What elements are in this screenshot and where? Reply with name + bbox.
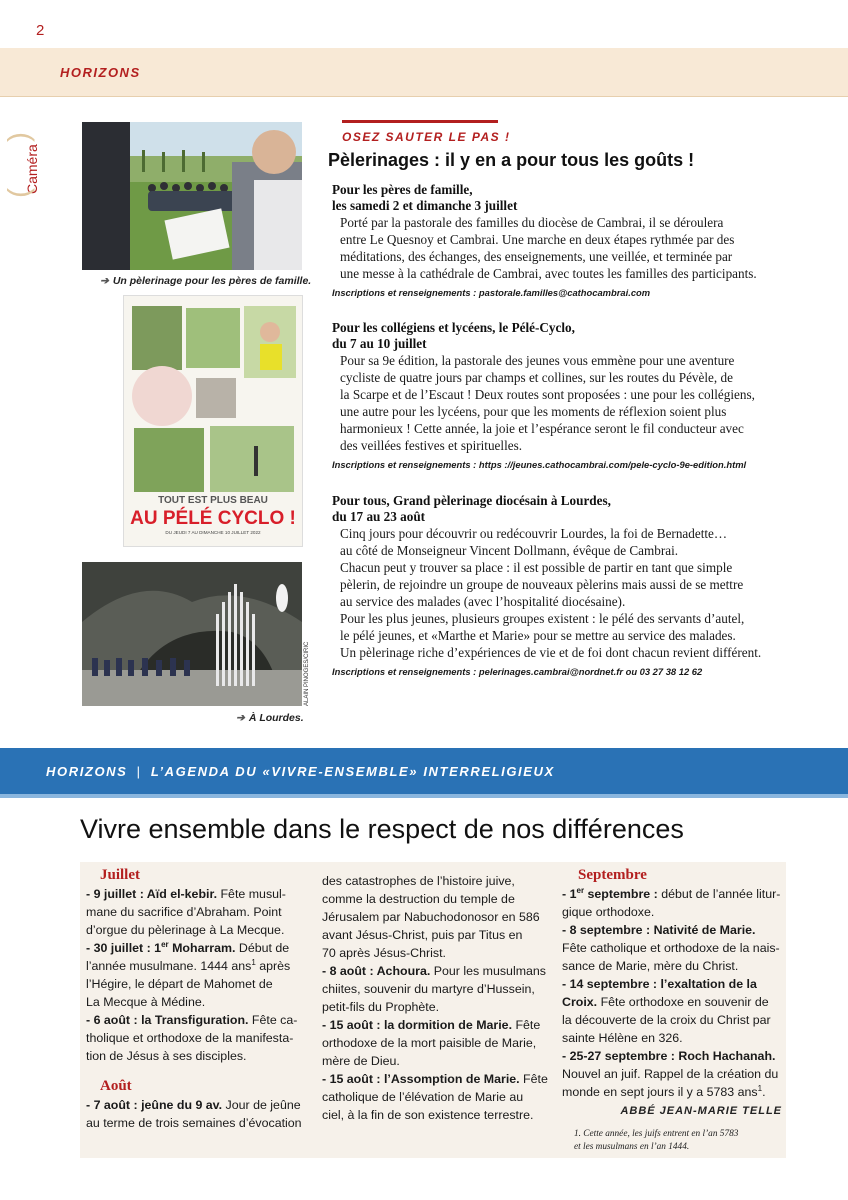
agenda-line: monde en sept jours il y a 5783 ans$^1$. [562, 1083, 766, 1099]
agenda-line: 70 après Jésus-Christ. [322, 946, 446, 960]
footnote [562, 1128, 786, 1153]
agenda-line: des catastrophes de l’histoire juive, [322, 874, 515, 888]
section-title-line: Pour tous, Grand pèlerinage diocésain à Lourdes, [332, 493, 611, 508]
photo-lourdes-caption-text: À Lourdes. [248, 712, 304, 724]
section-info: Inscriptions et renseignements : pastorale.familles@cathocambrai.com [332, 287, 651, 298]
section-header-band [0, 48, 848, 97]
agenda-line: mère de Dieu. [322, 1054, 400, 1068]
agenda-line: tion de Jésus à ses disciples. [86, 1049, 247, 1063]
agenda-column-3 [562, 866, 786, 1153]
photo-fathers-pilgrimage-image [82, 122, 302, 270]
agenda-line: Fête catholique et orthodoxe de la nais- [562, 941, 780, 955]
section-info: Inscriptions et renseignements : pelerinages.cambrai@nordnet.fr ou 03 27 38 12 62 [332, 666, 703, 677]
section-title [332, 182, 802, 214]
body-line: le pélé jeunes, et «Marthe et Marie» pour se mettre au service des malades. [340, 628, 736, 643]
section-body [332, 214, 802, 282]
agenda-line: sainte Hélène en 326. [562, 1031, 683, 1045]
photo-fathers-caption [100, 275, 311, 287]
agenda-line: - 15 août : la dormition de Marie. Fête [322, 1018, 541, 1032]
photo-lourdes [82, 562, 302, 706]
agenda-line: - 14 septembre : l’exaltation de la [562, 977, 757, 991]
body-line: méditations, des échanges, des enseignements, une veillée, et terminée par [340, 249, 733, 264]
month-heading-aout: Août [100, 1078, 132, 1094]
agenda-line: tholique et orthodoxe de la manifesta- [86, 1031, 294, 1045]
footnote-line: et les musulmans en l’an 1444. [574, 1141, 690, 1152]
article-kicker: OSEZ SAUTER LE PAS ! [342, 130, 511, 144]
article-section-fathers [332, 182, 802, 298]
side-tab-label: Caméra [24, 144, 40, 194]
section-header-label: HORIZONS [60, 65, 141, 80]
body-line: au service des malades (avec l’hospitalité diocésaine). [340, 594, 626, 609]
agenda-line: - 8 août : Achoura. Pour les musulmans [322, 964, 547, 978]
footnote-line: 1. Cette année, les juifs entrent en l’an 5783 [574, 1129, 739, 1139]
agenda-line: mane du sacrifice d’Abraham. Point [86, 905, 282, 919]
photo-lourdes-image [82, 562, 302, 706]
agenda-line: - 15 août : l’Assomption de Marie. Fête [322, 1072, 548, 1086]
kicker-rule [342, 120, 498, 123]
agenda-header-section: HORIZONS [46, 764, 128, 779]
agenda-line: Jérusalem par Nabuchodonosor en 586 [322, 910, 540, 924]
body-line: harmonieux ! Cette année, la joie et l’espérance seront le fil conducteur avec [340, 421, 744, 436]
agenda-entries-juillet [86, 885, 310, 1065]
article-section-lourdes [332, 493, 802, 677]
agenda-line: l’année musulmane. 1444 ans$^1$ après [86, 957, 291, 973]
body-line: des veillées festives et spirituelles. [340, 438, 523, 453]
body-line: pèlerin, de rejoindre un groupe de nouveaux pèlerins mais aussi de se mettre [340, 577, 744, 592]
bracket-bottom-icon: ) [6, 188, 39, 198]
body-line: Chacun peut y trouver sa place : il est possible de partir en tant que simple [340, 560, 733, 575]
body-line: la Scarpe et de l’Escaut ! Deux routes sont proposées : une pour les collégiens, [340, 387, 755, 402]
body-line: Un pèlerinage riche d’expériences de vie et de foi dont chacun revient différent. [340, 645, 762, 660]
body-line: cycliste de quatre jours par champs et collines, sur les routes du Pévèle, de [340, 370, 733, 385]
agenda-line: gique orthodoxe. [562, 905, 655, 919]
bracket-top-icon: ( [6, 132, 39, 142]
body-line: au côté de Monseigneur Vincent Dollmann, évêque de Cambrai. [340, 543, 679, 558]
photo-fathers-pilgrimage [82, 122, 302, 270]
page-number: 2 [36, 22, 45, 39]
agenda-line: Croix. Fête orthodoxe en souvenir de [562, 995, 769, 1009]
month-heading-juillet: Juillet [100, 867, 140, 883]
agenda-header-band [0, 748, 848, 798]
agenda-line: - 1er septembre : début de l’année litur- [562, 885, 781, 901]
body-line: Porté par la pastorale des familles du diocèse de Cambrai, il se déroulera [340, 215, 724, 230]
poster-pele-cyclo [124, 296, 302, 546]
arrow-right-icon: ➔ [100, 275, 109, 287]
agenda-line: sance de Marie, mère du Christ. [562, 959, 739, 973]
agenda-header-separator: | [136, 764, 142, 779]
section-title-line: du 17 au 23 août [332, 509, 426, 524]
section-title-line: du 7 au 10 juillet [332, 336, 427, 351]
photo-lourdes-caption [236, 712, 304, 724]
agenda-column-1 [86, 866, 310, 1132]
agenda-line: la découverte de la croix du Christ par [562, 1013, 771, 1027]
section-body [332, 352, 802, 454]
month-heading-septembre: Septembre [578, 867, 647, 883]
agenda-column-2 [322, 872, 548, 1124]
agenda-line: l’Hégire, le départ de Mahomet de [86, 977, 273, 991]
body-line: Pour sa 9e édition, la pastorale des jeunes vous emmène pour une aventure [340, 353, 735, 368]
poster-dates: DU JEUDI 7 AU DIMANCHE 10 JUILLET 2022 [165, 530, 261, 535]
article-section-pele-cyclo [332, 320, 802, 470]
agenda-line: - 25-27 septembre : Roch Hachanah. [562, 1049, 776, 1063]
agenda-line: - 6 août : la Transfiguration. Fête ca- [86, 1013, 298, 1027]
article-title: Pèlerinages : il y en a pour tous les goûts ! [328, 150, 695, 170]
photo-fathers-caption-text: Un pèlerinage pour les pères de famille. [112, 275, 312, 287]
agenda-line: - 8 septembre : Nativité de Marie. [562, 923, 756, 937]
agenda-header-subtitle: L’AGENDA DU «VIVRE-ENSEMBLE» INTERRELIGIEUX [150, 764, 555, 779]
agenda-header-label [46, 764, 555, 779]
agenda-line: orthodoxe de la mort paisible de Marie, [322, 1036, 537, 1050]
body-line: une messe à la cathédrale de Cambrai, avec toutes les familles des participants. [340, 266, 757, 281]
section-title-line: les samedi 2 et dimanche 3 juillet [332, 198, 518, 213]
body-line: Cinq jours pour découvrir ou redécouvrir Lourdes, la foi de Bernadette… [340, 526, 728, 541]
agenda-line: chiites, souvenir du martyre d’Hussein, [322, 982, 535, 996]
agenda-line: au terme de trois semaines d’évocation [86, 1116, 302, 1130]
agenda-line: avant Jésus-Christ, puis par Titus en [322, 928, 523, 942]
poster-title: AU PÉLÉ CYCLO ! [130, 508, 296, 529]
agenda-title: Vivre ensemble dans le respect de nos différences [80, 814, 684, 844]
agenda-line: comme la destruction du temple de [322, 892, 515, 906]
section-title [332, 493, 802, 525]
agenda-line: catholique de l’élévation de Marie au [322, 1090, 524, 1104]
photo-lourdes-credit: ALAIN PINOGES/CIRIC [304, 641, 310, 706]
side-tab-camera [6, 122, 58, 204]
agenda-line: - 7 août : jeûne du 9 av. Jour de jeûne [86, 1098, 301, 1112]
section-title-line: Pour les collégiens et lycéens, le Pélé-Cyclo, [332, 320, 575, 335]
agenda-line: d’orgue du pèlerinage à La Mecque. [86, 923, 285, 937]
agenda-line: La Mecque à Médine. [86, 995, 206, 1009]
section-title [332, 320, 802, 352]
agenda-line: ciel, à la fin de son existence terrestre. [322, 1108, 534, 1122]
arrow-right-icon: ➔ [236, 712, 245, 724]
agenda-line: petit-fils du Prophète. [322, 1000, 440, 1014]
body-line: Pour les plus jeunes, plusieurs groupes existent : le pélé des servants d’autel, [340, 611, 745, 626]
agenda-line: - 9 juillet : Aïd el-kebir. Fête musul- [86, 887, 286, 901]
agenda-entries-aout [86, 1096, 310, 1132]
section-info: Inscriptions et renseignements : https ://jeunes.cathocambrai.com/pele-cyclo-9e-edition.html [332, 459, 747, 470]
agenda-line: Nouvel an juif. Rappel de la création du [562, 1067, 779, 1081]
body-line: une autre pour les lycéens, pour que les moments de réflexion soient plus [340, 404, 727, 419]
section-title-line: Pour les pères de famille, [332, 182, 473, 197]
body-line: entre Le Quesnoy et Cambrai. Une marche en deux étapes rythmée par des [340, 232, 735, 247]
poster-tagline: TOUT EST PLUS BEAU [158, 495, 268, 506]
agenda-line: - 30 juillet : 1er Moharram. Début de [86, 939, 290, 955]
section-body [332, 525, 802, 661]
author-signature: ABBÉ JEAN-MARIE TELLE [620, 1105, 782, 1117]
